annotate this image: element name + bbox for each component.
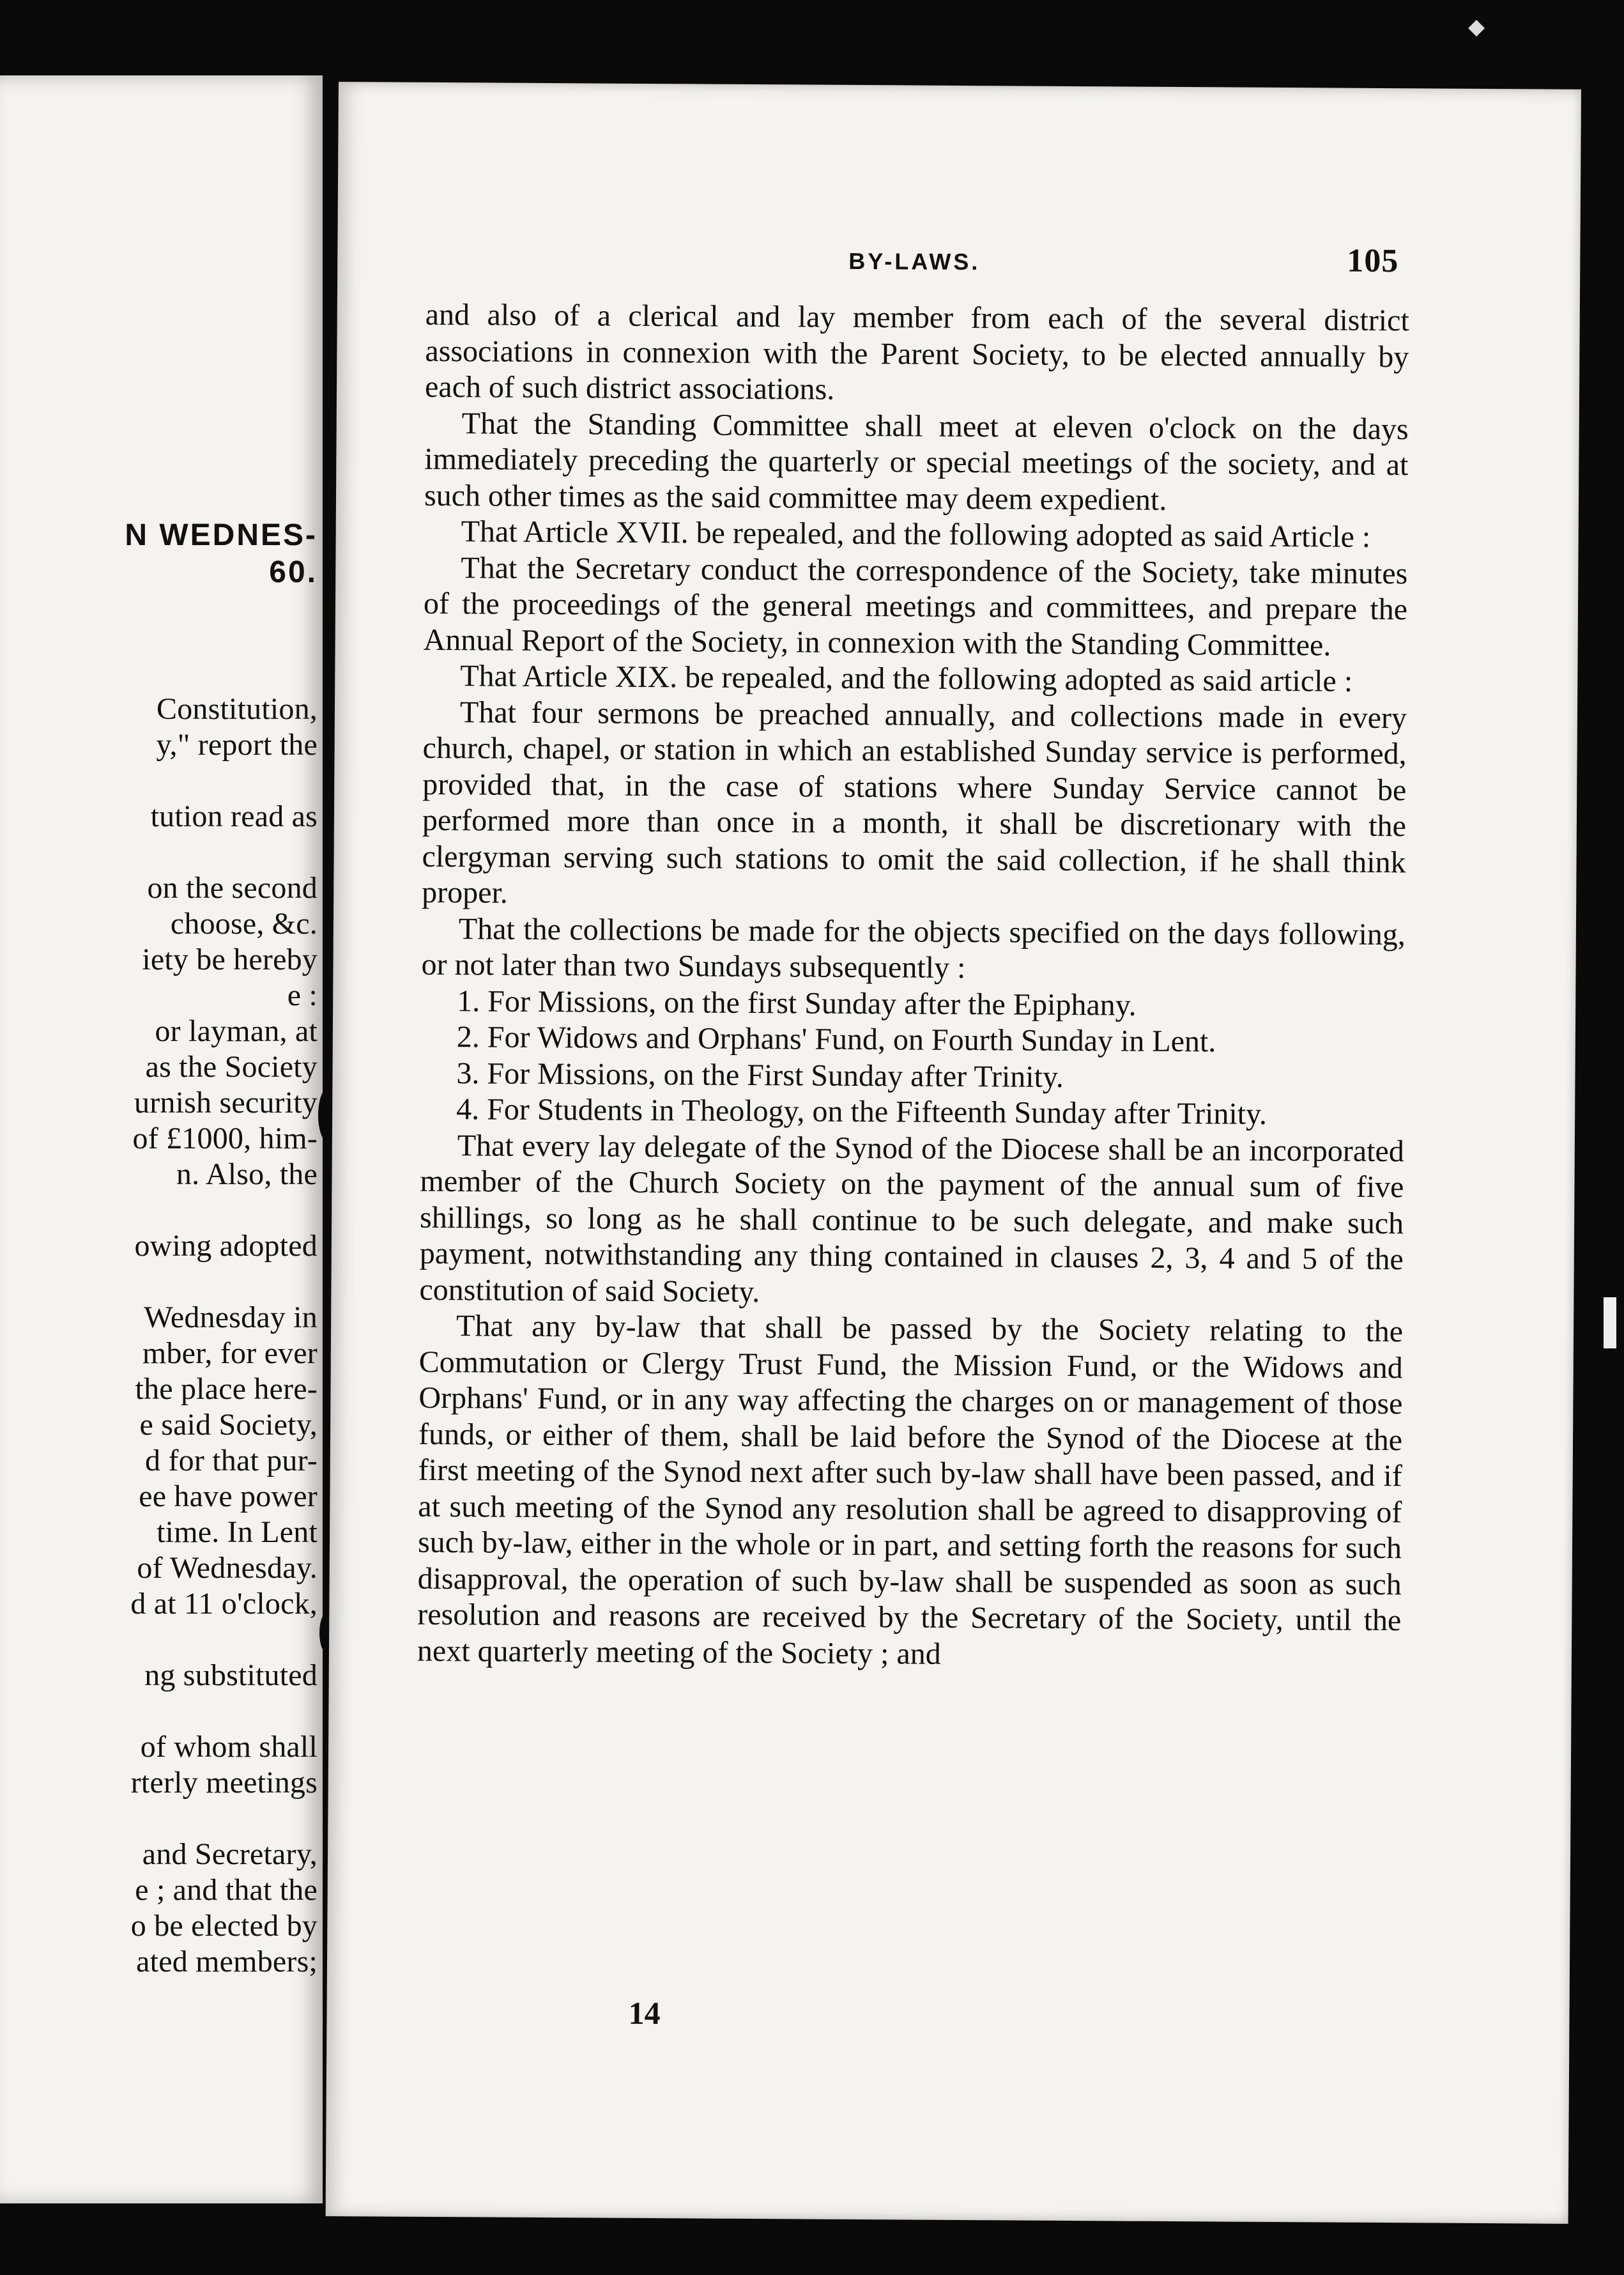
left-line: mber, for ever <box>142 1336 318 1370</box>
list-item: 1. For Missions, on the first Sunday after the Epiphany. <box>457 983 1137 1022</box>
paragraph: That every lay delegate of the Synod of the Diocese shall be an incorporated member of the Church Society on the payment of the annual sum of five shillings, so long as he shall continue to be such delegate, and make such payment, notwithstanding any thing contained in clauses 2, 3, 4 and 5 of the constitution of said Society. <box>419 1128 1404 1309</box>
left-line: urnish security <box>134 1086 318 1120</box>
left-line: and Secretary, <box>142 1837 318 1871</box>
signature-mark: 14 <box>628 1994 661 2032</box>
left-line: e said Society, <box>139 1408 318 1442</box>
right-page <box>326 82 1581 2224</box>
left-line: y," report the <box>156 728 318 762</box>
left-line: of Wednesday. <box>137 1551 318 1585</box>
left-line: N WEDNES- <box>125 518 318 552</box>
page-number: 105 <box>1347 242 1399 280</box>
left-line: n. Also, the <box>176 1157 318 1191</box>
paragraph: That the Standing Committee shall meet at eleven o'clock on the days immediately preceding the quarterly or special meetings of the society, and at such other times as the said committee may deem expedient. <box>424 406 1409 517</box>
paragraph: That the collections be made for the objects specified on the days following, or not later than two Sundays subsequently : <box>421 911 1406 985</box>
running-head <box>337 242 1580 280</box>
left-line: tution read as <box>150 799 318 833</box>
left-line: d at 11 o'clock, <box>130 1587 318 1621</box>
left-line: or layman, at <box>155 1014 318 1048</box>
running-title: BY-LAWS. <box>848 247 981 275</box>
left-line: owing adopted <box>134 1229 318 1263</box>
paragraph: That any by-law that shall be passed by the Society relating to the Commutation or Clergy Trust Fund, the Mission Fund, or the Widows and Orphans' Fund, or in any way affecting the charges on or management of those funds, or either of them, shall be laid before the Synod of the Diocese at the first meeting of the Synod next after such by-law shall have been passed, and if at such meeting of the Synod any resolution shall be agreed to disapproving of such by-law, either in the whole or in part, and setting forth the reasons for such disapproval, the operation of such by-law shall be suspended as soon as such resolution and reasons are received by the Secretary of the Society, until the next quarterly meeting of the Society ; and <box>417 1309 1404 1671</box>
paragraph: That Article XIX. be repealed, and the following adopted as said article : <box>460 659 1353 698</box>
left-line: time. In Lent <box>157 1515 318 1549</box>
list-item: 4. For Students in Theology, on the Fifteenth Sunday after Trinity. <box>456 1092 1268 1131</box>
page-body <box>417 297 1409 1675</box>
left-line: e : <box>287 978 318 1012</box>
left-line: e ; and that the <box>135 1873 318 1907</box>
left-line: ated members; <box>136 1945 318 1978</box>
page-edge-mark <box>1604 1297 1616 1348</box>
left-line: o be elected by <box>130 1909 318 1943</box>
left-line: 60. <box>269 555 318 589</box>
left-line: iety be hereby <box>142 943 318 976</box>
left-line: of £1000, him- <box>132 1122 318 1155</box>
paragraph: That Article XVII. be repealed, and the following adopted as said Article : <box>461 514 1371 554</box>
left-line: on the second <box>147 871 318 905</box>
left-page <box>0 75 323 2203</box>
left-line: as the Society <box>145 1050 318 1084</box>
paragraph: That the Secretary conduct the correspondence of the Society, take minutes of the proceedings of the general meetings and committees, and prepare the Annual Report of the Society, in connexion with the Standing Committee. <box>423 550 1408 663</box>
paragraph: and also of a clerical and lay member from each of the several district associations in connexion with the Parent Society, to be elected annually by each of such district associations. <box>424 297 1409 406</box>
left-line: d for that pur- <box>145 1444 318 1477</box>
paragraph: That four sermons be preached annually, and collections made in every church, chapel, or station in which an established Sunday service is performed, provided that, in the case of stations where Sunday Service cannot be performed more than once in a month, it shall be discretionary with the clergyman serving such stations to omit the said collection, if he shall think proper. <box>422 695 1407 910</box>
left-line: of whom shall <box>140 1730 318 1764</box>
left-line: the place here- <box>135 1372 318 1406</box>
list-item: 2. For Widows and Orphans' Fund, on Fourth Sunday in Lent. <box>456 1020 1216 1059</box>
left-line: ee have power <box>139 1479 318 1513</box>
left-line: choose, &c. <box>170 907 318 941</box>
left-line: Wednesday in <box>144 1300 318 1334</box>
scanner-mark-icon: ◆ <box>1468 15 1485 39</box>
left-line: rterly meetings <box>130 1766 318 1800</box>
left-line: Constitution, <box>157 692 318 726</box>
left-line: ng substituted <box>144 1658 318 1692</box>
list-item: 3. For Missions, on the First Sunday after Trinity. <box>456 1056 1064 1094</box>
